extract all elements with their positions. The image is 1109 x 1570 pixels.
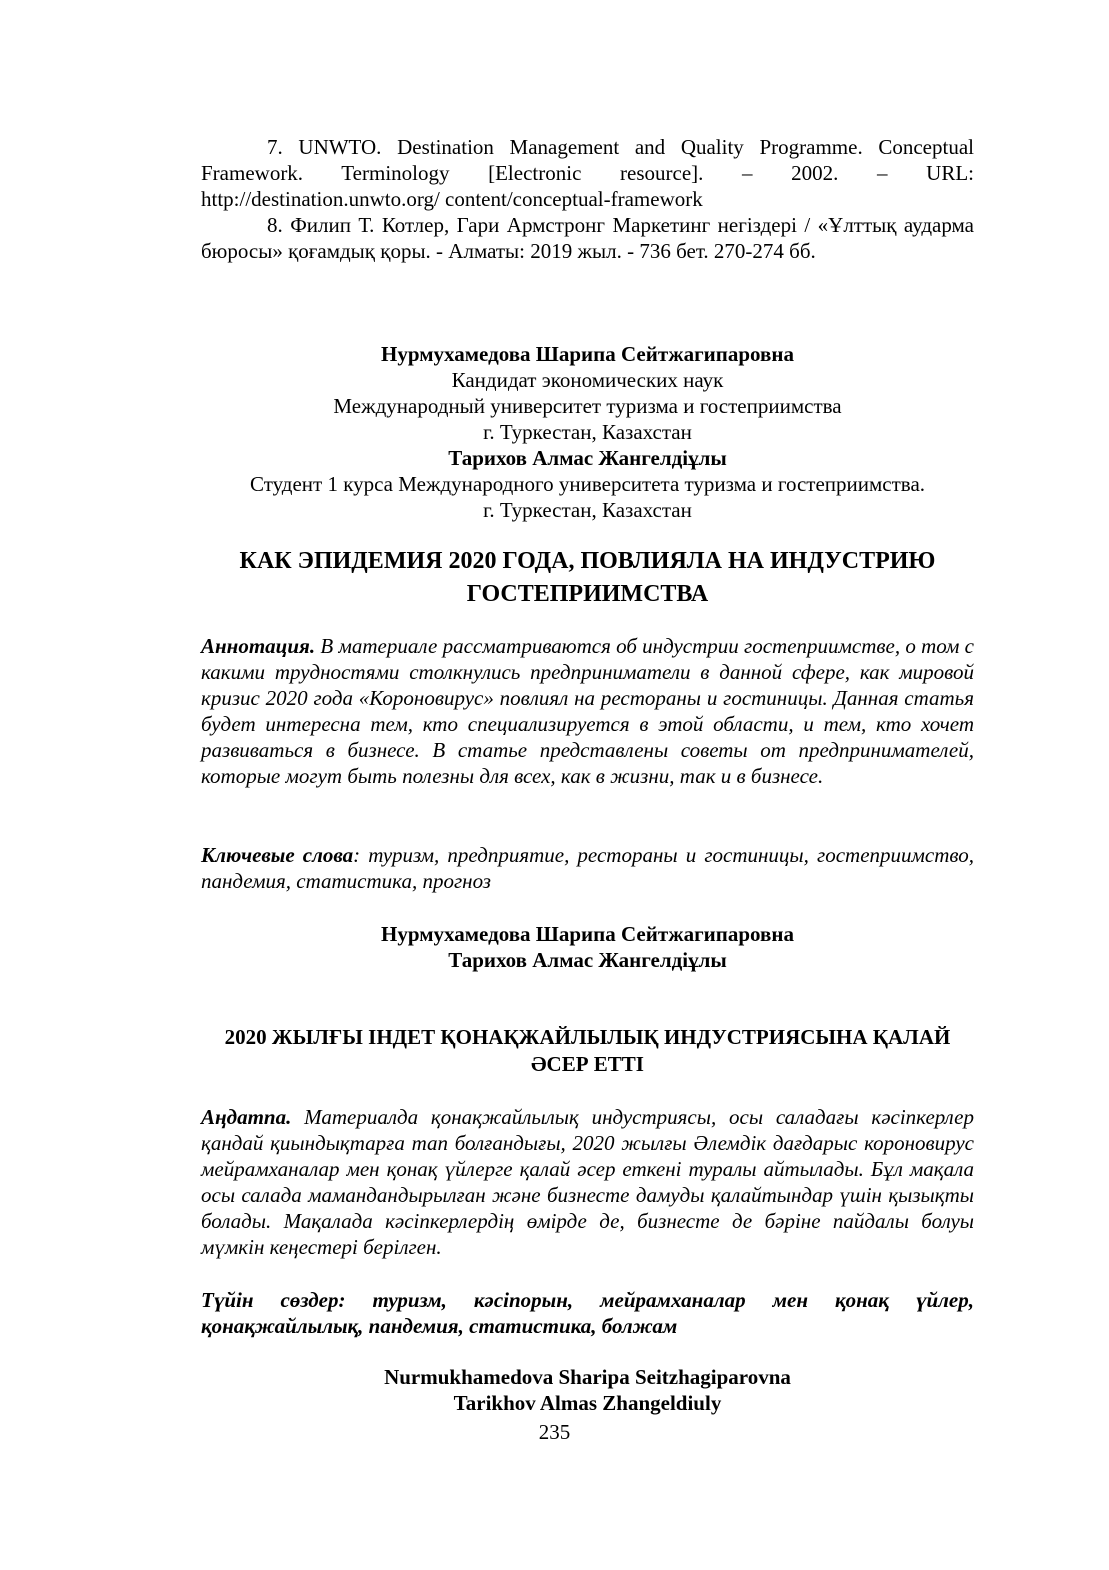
authors-en <box>201 1364 974 1416</box>
author2-org: Студент 1 курса Международного университета туризма и гостеприимства. <box>249 472 926 496</box>
authors-ru <box>201 341 974 523</box>
author2-en: Tarikhov Almas Zhangeldiuly <box>453 1391 722 1415</box>
author1-degree: Кандидат экономических наук <box>451 368 724 392</box>
author1-city: г. Туркестан, Казахстан <box>483 420 692 444</box>
abstract-ru-text: В материале рассматриваются об индустрии гостеприимстве, о том с какими трудностями столкнулись предприниматели в данной сфере, как мировой кризис 2020 года «Короновирус» повлиял на рестораны и гостиницы. Данная статья будет интересна тем, кто специализируется в этой области, и тем, кто хочет развиваться в бизнесе. В статье представлены советы от предпринимателей, которые могут быть полезны для всех, как в жизни, так и в бизнесе. <box>201 634 974 788</box>
reference-7: 7. UNWTO. Destination Management and Quality Programme. Conceptual Framework. Terminology [Electronic resource]. – 2002. – URL: http://destination.unwto.org/ content/conceptual-framework <box>201 135 974 211</box>
reference-8: 8. Филип Т. Котлер, Гари Армстронг Маркетинг негіздері / «Ұлттық аударма бюросы» қоғамдық қоры. - Алматы: 2019 жыл. - 736 бет. 270-274 бб. <box>201 213 974 263</box>
title-kz-line1: 2020 ЖЫЛҒЫ ІНДЕТ ҚОНАҚЖАЙЛЫЛЫҚ ИНДУСТРИЯСЫНА ҚАЛАЙ <box>224 1025 951 1049</box>
keywords-ru-text: : туризм, предприятие, рестораны и гостиницы, гостеприимство, пандемия, статистика, прогноз <box>201 843 975 893</box>
abstract-kz-text: Материалда қонақжайлылық индустриясы, осы саладағы кәсіпкерлер қандай қиындықтарға тап болғандығы, 2020 жылғы Әлемдік дағдарыс короновирус мейрамханалар мен қонақ үйлерге қалай әсер еткені туралы айтылады. Бұл мақала осы салада мамандандырылған және бизнесте дамуды қалайтындар үшін қызықты болады. Мақалада кәсіпкерлердің өмірде де, бизнесте де бәріне пайдалы болуы мүмкін кеңестері берілген. <box>201 1105 974 1259</box>
page-number: 235 <box>538 1420 571 1444</box>
authors-kz <box>201 921 974 973</box>
author2-city: г. Туркестан, Казахстан <box>483 498 692 522</box>
author1-org: Международный университет туризма и гостеприимства <box>333 394 842 418</box>
title-ru-line1: КАК ЭПИДЕМИЯ 2020 ГОДА, ПОВЛИЯЛА НА ИНДУСТРИЮ <box>239 548 936 574</box>
keywords-ru-label: Ключевые слова <box>201 843 354 867</box>
abstract-kz-label: Аңдатпа. <box>201 1105 292 1129</box>
article-title-kz <box>201 1024 974 1078</box>
author1-en: Nurmukhamedova Sharipa Seitzhagiparovna <box>384 1365 791 1389</box>
author1-name: Нурмухамедова Шарипа Сейтжагипаровна <box>381 342 794 366</box>
author2-name: Тарихов Алмас Жангелдіұлы <box>448 446 727 470</box>
keywords-kz: Түйін сөздер: туризм, кәсіпорын, мейрамханалар мен қонақ үйлер, қонақжайлылық, пандемия, статистика, болжам <box>201 1288 974 1338</box>
abstract-ru <box>201 633 974 789</box>
author1-kz: Нурмухамедова Шарипа Сейтжагипаровна <box>381 922 794 946</box>
title-kz-line2: ӘСЕР ЕТТІ <box>531 1052 644 1076</box>
keywords-ru <box>201 842 974 894</box>
article-title-ru <box>201 545 974 611</box>
author2-kz: Тарихов Алмас Жангелдіұлы <box>448 948 727 972</box>
title-ru-line2: ГОСТЕПРИИМСТВА <box>466 581 709 607</box>
abstract-kz <box>201 1104 974 1260</box>
abstract-ru-label: Аннотация. <box>201 634 316 658</box>
